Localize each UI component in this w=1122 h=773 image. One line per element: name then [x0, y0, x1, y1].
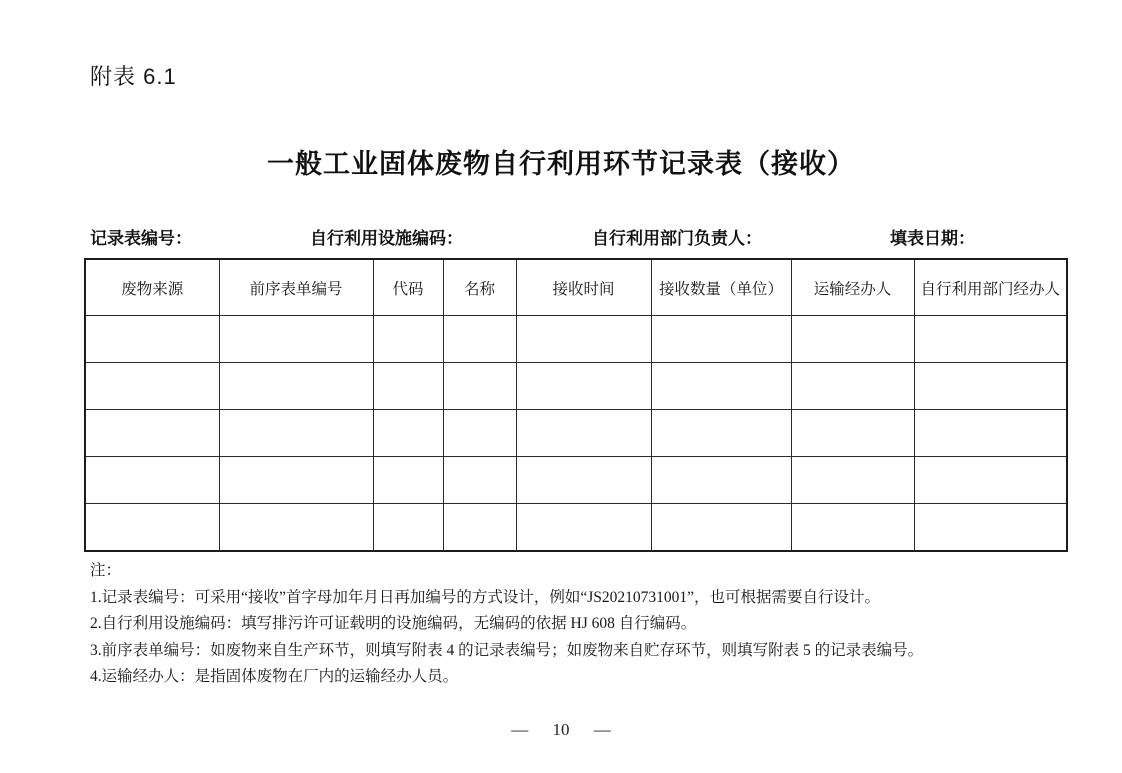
table-cell [651, 410, 791, 457]
meta-row [0, 224, 1122, 250]
table-cell [791, 457, 914, 504]
table-cell [373, 504, 443, 552]
table-cell [791, 410, 914, 457]
table-cell [219, 363, 373, 410]
table-cell [914, 363, 1067, 410]
table-cell [219, 410, 373, 457]
table-cell [373, 410, 443, 457]
notes-heading: 注： [90, 562, 122, 579]
table-cell [85, 363, 219, 410]
table-cell [516, 457, 651, 504]
page-title: 一般工业固体废物自行利用环节记录表（接收） [267, 149, 855, 179]
table-cell [85, 504, 219, 552]
footer-dash-left: — [511, 720, 529, 739]
table-row [85, 504, 1067, 552]
table-cell [791, 504, 914, 552]
table-cell [219, 316, 373, 363]
table-cell [373, 316, 443, 363]
table-row [85, 363, 1067, 410]
table-cell [443, 410, 516, 457]
fill-date-label: 填表日期： [890, 229, 975, 248]
table-cell [443, 457, 516, 504]
note-item-2: 2.自行利用设施编码：填写排污许可证载明的设施编码，无编码的依据 HJ 608 自行编码。 [90, 615, 697, 632]
table-cell [516, 363, 651, 410]
table-row [85, 410, 1067, 457]
note-item-3: 3.前序表单编号：如废物来自生产环节，则填写附表 4 的记录表编号；如废物来自贮存环节，则填写附表 5 的记录表编号。 [90, 641, 924, 659]
table-header-row [85, 259, 1067, 316]
table-cell [651, 363, 791, 410]
record-table [84, 258, 1068, 552]
table-cell [791, 363, 914, 410]
table-cell [85, 457, 219, 504]
table-cell [443, 363, 516, 410]
table-cell [651, 504, 791, 552]
note-item-4: 4.运输经办人：是指固体废物在厂内的运输经办人员。 [90, 668, 459, 685]
column-header-department-handler: 自行利用部门经办人 [914, 259, 1067, 316]
table-cell [219, 457, 373, 504]
department-head-label: 自行利用部门负责人： [592, 229, 762, 248]
table-row [85, 457, 1067, 504]
table-cell [914, 410, 1067, 457]
column-header-receive-quantity: 接收数量（单位） [651, 259, 791, 316]
table-cell [373, 363, 443, 410]
column-header-transport-handler: 运输经办人 [791, 259, 914, 316]
table-cell [516, 410, 651, 457]
record-number-label: 记录表编号： [90, 229, 192, 248]
column-header-code: 代码 [373, 259, 443, 316]
notes-section [90, 558, 1050, 691]
facility-code-label: 自行利用设施编码： [310, 229, 463, 248]
table-cell [914, 504, 1067, 552]
page-footer [0, 720, 1122, 740]
note-item-1: 1.记录表编号：可采用“接收”首字母加年月日再加编号的方式设计，例如“JS20210731001”，也可根据需要自行设计。 [90, 588, 881, 606]
footer-dash-right: — [593, 720, 611, 739]
table-cell [85, 316, 219, 363]
table-cell [219, 504, 373, 552]
column-header-receive-time: 接收时间 [516, 259, 651, 316]
table-cell [651, 316, 791, 363]
annex-label: 附表 6.1 [90, 64, 177, 89]
table-cell [516, 316, 651, 363]
column-header-prev-form-number: 前序表单编号 [219, 259, 373, 316]
table-cell [443, 504, 516, 552]
table-row [85, 316, 1067, 363]
table-cell [914, 457, 1067, 504]
table-cell [516, 504, 651, 552]
column-header-waste-source: 废物来源 [85, 259, 219, 316]
table-cell [443, 316, 516, 363]
table-cell [85, 410, 219, 457]
table-cell [373, 457, 443, 504]
table-cell [791, 316, 914, 363]
footer-page-number: 10 [552, 720, 570, 739]
table-cell [651, 457, 791, 504]
column-header-name: 名称 [443, 259, 516, 316]
table-body [85, 316, 1067, 552]
table-cell [914, 316, 1067, 363]
